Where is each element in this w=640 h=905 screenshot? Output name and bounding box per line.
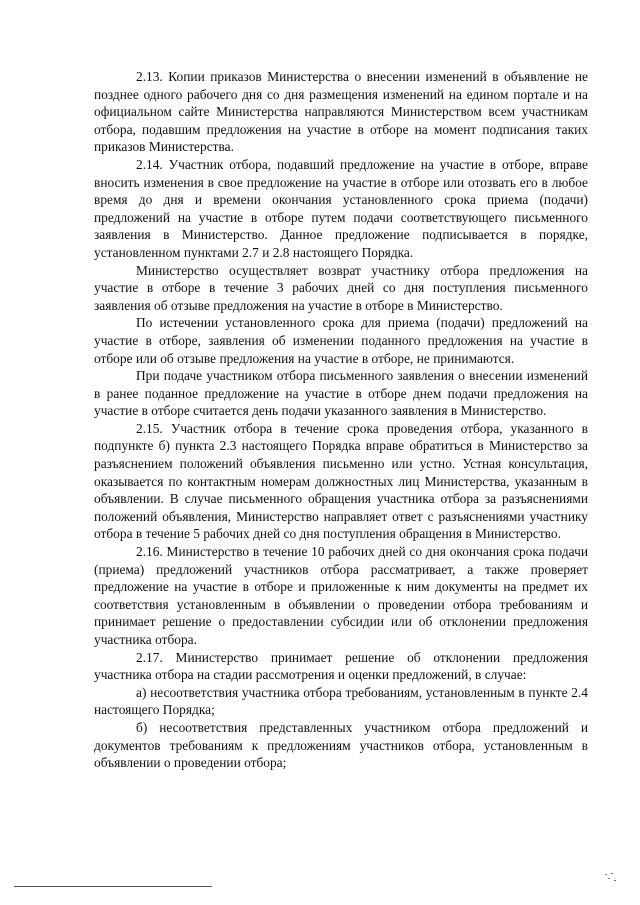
document-body	[94, 68, 588, 772]
paragraph-2-13: 2.13. Копии приказов Министерства о внесении изменений в объявление не позднее одного рабочего дня со дня размещения изменений на едином портале и на официальном сайте Министерства направляются Министерством всем участникам отбора, подавшим предложения на участие в отборе на момент подписания таких приказов Министерства.	[94, 69, 588, 155]
paragraph-2-16: 2.16. Министерство в течение 10 рабочих дней со дня окончания срока подачи (приема) предложений участников отбора рассматривает, а также проверяет предложение на участие в отборе и приложенные к ним документы на предмет их соответствия установленным в объявлении о проведении отбора требованиям и принимает решение о предоставлении субсидии или об отклонении предложения участника отбора.	[94, 544, 588, 647]
paragraph-2-17: 2.17. Министерство принимает решение об отклонении предложения участника отбора на стадии рассмотрения и оценки предложений, в случае:	[94, 649, 588, 683]
paragraph-return: Министерство осуществляет возврат участнику отбора предложения на участие в отборе в течение 3 рабочих дней со дня поступления письменного заявления об отзыве предложения на участие в отборе в Министерство.	[94, 262, 588, 313]
paragraph-2-17-b: б) несоответствия представленных участником отбора предложений и документов требованиям к предложениям участников отбора, установленным в объявлении о проведении отбора;	[94, 719, 588, 771]
paragraph-deadline: По истечении установленного срока для приема (подачи) предложений на участие в отборе, заявления об изменении поданного предложения на участие в отборе или об отзыве предложения на участие в отборе, не принимаются.	[94, 315, 588, 366]
scan-artifact	[603, 872, 619, 884]
footer-rule	[14, 886, 212, 887]
paragraph-submission-day: При подаче участником отбора письменного заявления о внесении изменений в ранее поданное предложение на участие в отборе днем подачи предложения на участие в отборе считается день подачи указанного заявления в Министерство.	[94, 368, 588, 419]
paragraph-2-15: 2.15. Участник отбора в течение срока проведения отбора, указанного в подпункте б) пункта 2.3 настоящего Порядка вправе обратиться в Министерство за разъяснением положений объявления письменно или устно. Устная консультация, оказывается по контактным номерам должностных лиц Министерства, указанным в объявлении. В случае письменного обращения участника отбора за разъяснениями положений объявления, Министерство направляет ответ с разъяснениями участнику отбора в течение 5 рабочих дней со дня поступления обращения в Министерство.	[94, 420, 588, 542]
paragraph-2-14: 2.14. Участник отбора, подавший предложение на участие в отборе, вправе вносить изменения в свое предложение на участие в отборе или отозвать его в любое время до дня и времени окончания установленного срока приема (подачи) предложений на участие в отборе путем подачи соответствующего письменного заявления в Министерство. Данное предложение подписывается в порядке, установленном пунктами 2.7 и 2.8 настоящего Порядка.	[94, 156, 588, 260]
paragraph-2-17-a: а) несоответствия участника отбора требованиям, установленным в пункте 2.4 настоящего Порядка;	[94, 684, 588, 718]
